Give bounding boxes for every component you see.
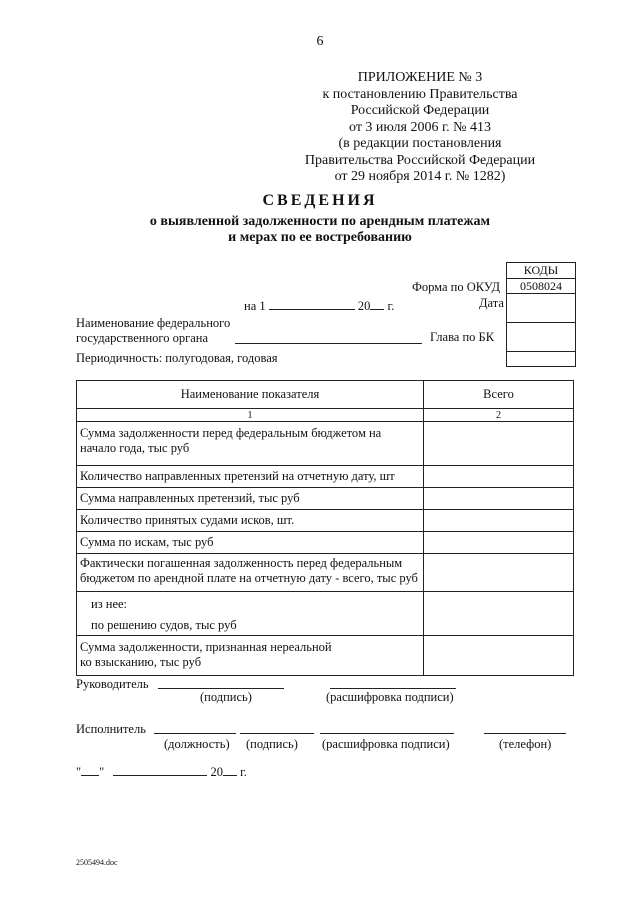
row-label-line: бюджетом по арендной плате на отчетную дату - всего, тыс руб [80,571,418,585]
report-date-day-field[interactable] [269,298,355,310]
head-decode-caption: (расшифровка подписи) [326,690,454,704]
indicators-table [76,380,574,676]
report-date-suffix: г. [387,299,395,313]
row-label-line: Количество направленных претензий на отчетную дату, шт [77,466,424,488]
agency-label [76,316,230,346]
sign-date-line [76,764,247,780]
report-date-year-field[interactable] [370,298,384,310]
row-label-line: Сумма направленных претензий, тыс руб [77,488,424,510]
row-label-line: по решению судов, тыс руб [91,618,237,632]
head-decode-field[interactable] [330,688,456,689]
executor-label: Исполнитель [76,722,146,736]
sign-date-year-field[interactable] [223,764,237,776]
page-number: 6 [316,34,324,49]
appendix-line: от 29 ноября 2014 г. № 1282) [334,169,506,184]
row-value-cell[interactable] [424,636,574,676]
row-label-line: начало года, тыс руб [80,441,190,455]
table-row [77,488,574,510]
agency-name-field[interactable] [235,332,422,344]
head-label: Руководитель [76,677,149,691]
head-sign-field[interactable] [158,688,284,689]
appendix-line: к постановлению Правительства [322,86,518,102]
table-row [77,466,574,488]
row-value-cell[interactable] [424,488,574,510]
footer-filename: 2505494.doc [76,858,118,867]
row-label-line: ко взысканию, тыс руб [80,655,202,669]
table-colnum-1: 1 [77,409,424,422]
row-value-cell[interactable] [424,592,574,636]
sign-date-day-field[interactable] [81,764,99,776]
row-label-line: Сумма задолженности, признанная нереальной [80,640,332,654]
row-label-line: Сумма по искам, тыс руб [77,532,424,554]
table-row [77,554,574,592]
table-header-name: Наименование показателя [77,381,424,409]
exec-decode-caption: (расшифровка подписи) [322,737,450,751]
row-value-cell[interactable] [424,510,574,532]
exec-phone-field[interactable] [484,733,566,734]
agency-label-line-2: государственного органа [76,331,209,345]
appendix-line: от 3 июля 2006 г. № 413 [349,119,491,135]
report-date-year: 20 [357,299,371,313]
row-label-line: Количество принятых судами исков, шт. [77,510,424,532]
row-value-cell[interactable] [424,422,574,466]
date-label: Дата [479,296,504,310]
row-label-line: Сумма задолженности перед федеральным бюджетом на [80,426,382,440]
appendix-line: Правительства Российской Федерации [304,152,536,168]
table-row [77,422,574,466]
exec-decode-field[interactable] [320,733,454,734]
exec-position-caption: (должность) [164,737,230,751]
sign-date-month-field[interactable] [113,764,207,776]
codes-box [506,262,576,367]
bk-code-cell[interactable] [507,352,575,366]
sign-date-quote-open: " [76,765,82,779]
subtitle-line-2: и мерах по ее востребованию [228,230,412,245]
table-row [77,510,574,532]
periodicity: Периодичность: полугодовая, годовая [76,351,278,365]
row-label-line: Фактически погашенная задолженность перед федеральным [80,556,403,570]
report-date-line [244,298,394,314]
agency-label-line-1: Наименование федерального [76,316,231,330]
subtitle-line-1: о выявленной задолженности по арендным платежам [149,214,491,229]
report-date-prefix: на 1 [244,299,266,313]
appendix-line: Российской Федерации [350,103,490,118]
exec-position-field[interactable] [154,733,236,734]
table-row [77,532,574,554]
table-colnum-2: 2 [424,409,574,422]
date-code-cell[interactable] [507,294,575,323]
sign-date-suffix: г. [240,765,247,779]
okud-label: Форма по ОКУД [412,280,500,294]
exec-sign-caption: (подпись) [246,737,298,751]
table-row [77,636,574,676]
document-title: СВЕДЕНИЯ [262,192,378,209]
exec-sign-field[interactable] [240,733,314,734]
sign-date-year: 20 [210,765,223,779]
sign-date-quote-close: " [99,765,105,779]
agency-code-cell[interactable] [507,323,575,352]
exec-phone-caption: (телефон) [499,737,552,751]
appendix-line: (в редакции постановления [338,136,502,151]
head-sign-caption: (подпись) [200,690,252,704]
row-label-line: из нее: [91,597,128,611]
codes-header: КОДЫ [507,263,575,279]
row-value-cell[interactable] [424,466,574,488]
appendix-line: ПРИЛОЖЕНИЕ № 3 [357,70,483,85]
table-row [77,592,574,636]
okud-value: 0508024 [507,279,575,294]
row-value-cell[interactable] [424,532,574,554]
row-value-cell[interactable] [424,554,574,592]
table-header-total: Всего [424,381,574,409]
appendix-block [290,70,550,186]
document-subtitle [0,214,640,246]
bk-label: Глава по БК [430,330,495,344]
